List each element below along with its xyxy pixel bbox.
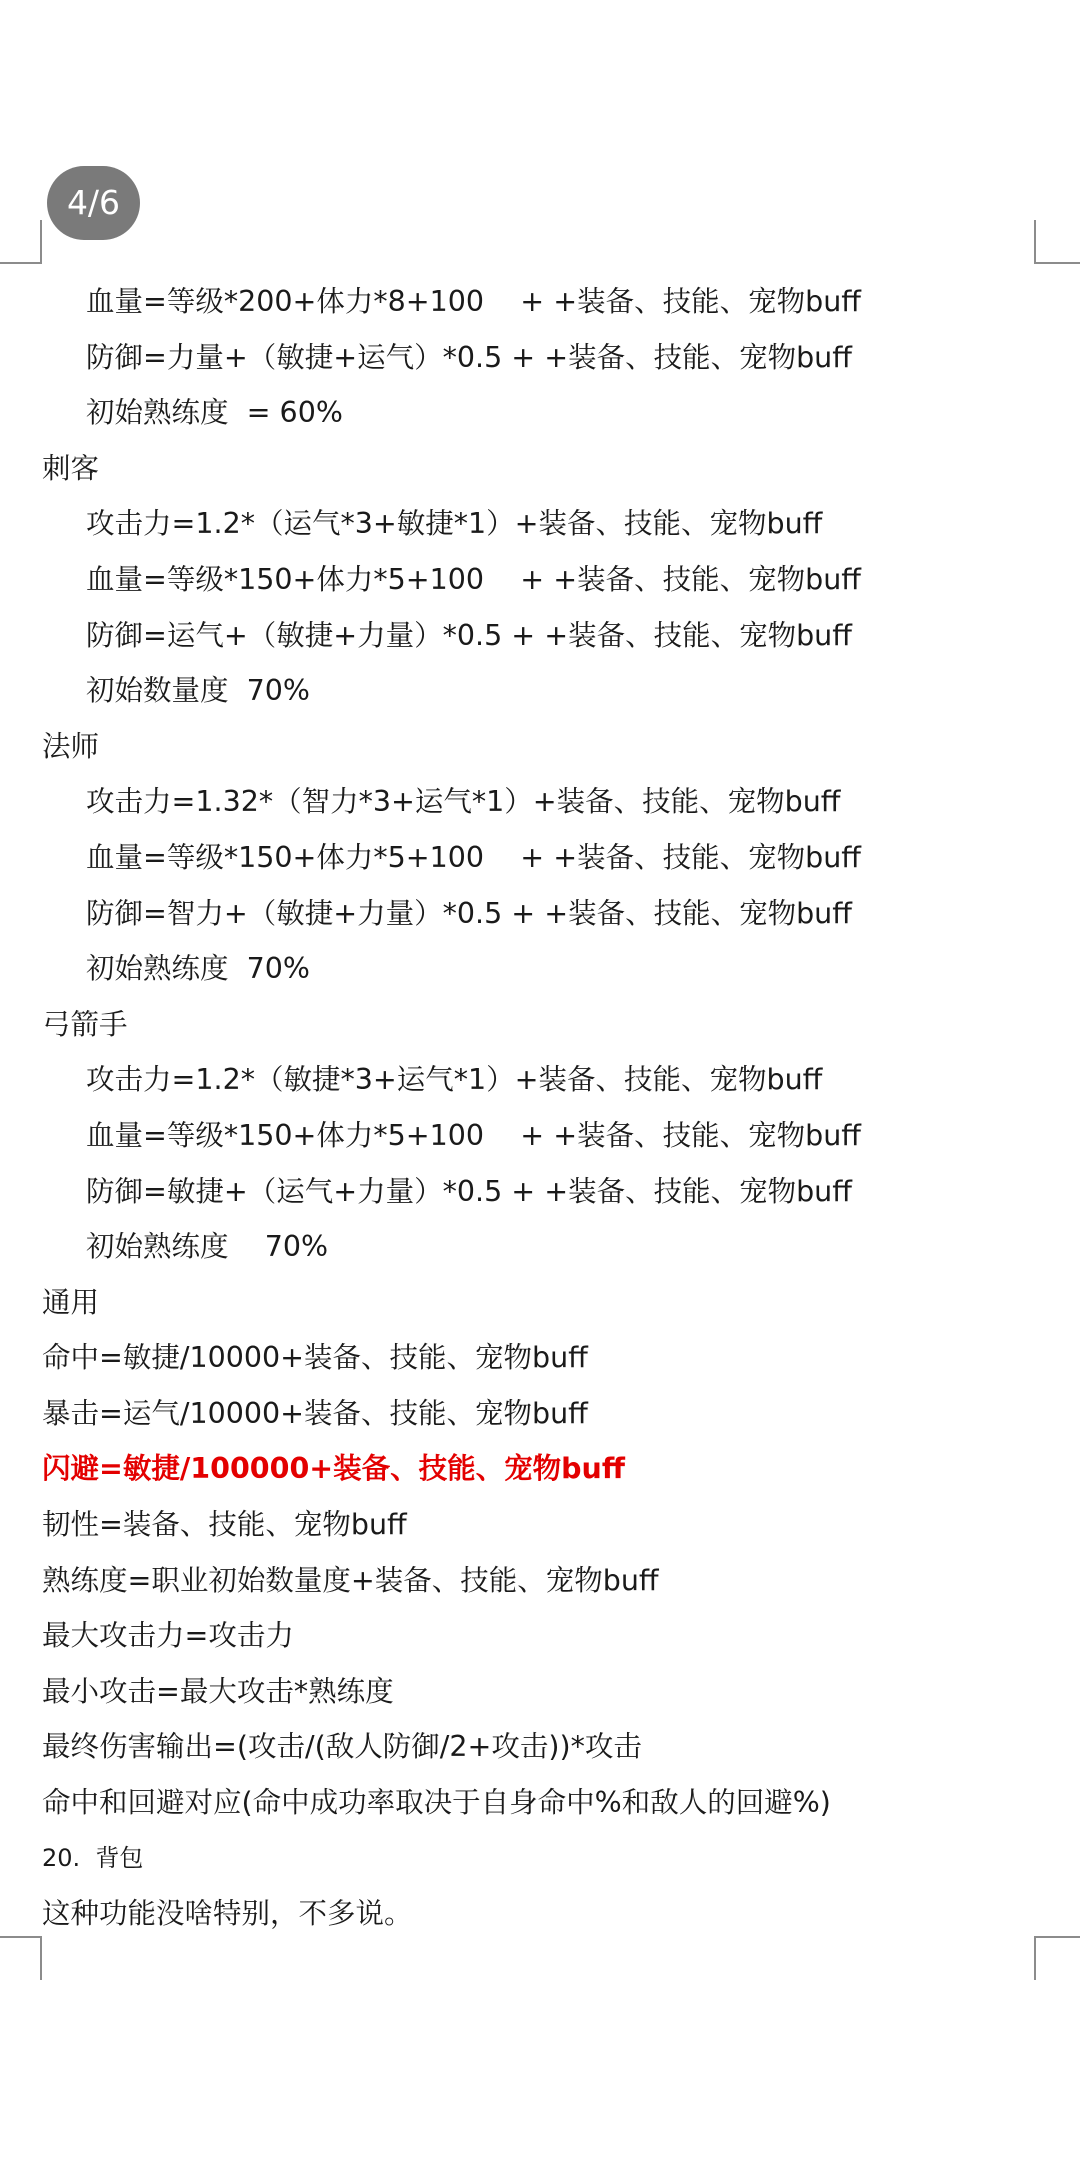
text-line: 血量=等级*150+体力*5+100 + +装备、技能、宠物buff	[86, 840, 861, 874]
crop-mark-top-left-h	[0, 262, 42, 264]
text-line: 最小攻击=最大攻击*熟练度	[42, 1674, 394, 1708]
text-line: 暴击=运气/10000+装备、技能、宠物buff	[42, 1396, 588, 1430]
text-line: 法师	[42, 729, 100, 763]
text-line: 通用	[42, 1285, 100, 1319]
text-line: 命中=敏捷/10000+装备、技能、宠物buff	[42, 1341, 588, 1375]
crop-mark-top-right-h	[1034, 262, 1080, 264]
text-line: 命中和回避对应(命中成功率取决于自身命中%和敌人的回避%)	[42, 1786, 831, 1820]
crop-mark-top-left-v	[40, 220, 42, 264]
text-line: 初始数量度 70%	[86, 674, 310, 708]
crop-mark-bottom-right-v	[1034, 1936, 1036, 1980]
text-line: 攻击力=1.2*（敏捷*3+运气*1）+装备、技能、宠物buff	[86, 1063, 823, 1097]
text-line: 刺客	[42, 451, 100, 485]
text-line: 最大攻击力=攻击力	[42, 1619, 294, 1653]
highlighted-text-line: 闪避=敏捷/100000+装备、技能、宠物buff	[42, 1452, 625, 1486]
text-line: 初始熟练度 = 60%	[86, 396, 343, 430]
text-line: 防御=力量+（敏捷+运气）*0.5 + +装备、技能、宠物buff	[86, 340, 852, 374]
text-line: 血量=等级*200+体力*8+100 + +装备、技能、宠物buff	[86, 285, 861, 318]
text-line: 血量=等级*150+体力*5+100 + +装备、技能、宠物buff	[86, 1118, 861, 1152]
text-line: 初始熟练度 70%	[86, 952, 310, 986]
text-line: 防御=运气+（敏捷+力量）*0.5 + +装备、技能、宠物buff	[86, 618, 852, 652]
crop-mark-bottom-left-v	[40, 1936, 42, 1980]
text-line: 最终伤害输出=(攻击/(敌人防御/2+攻击))*攻击	[42, 1730, 642, 1764]
text-line: 这种功能没啥特别，不多说。	[42, 1897, 413, 1931]
text-line: 攻击力=1.32*（智力*3+运气*1）+装备、技能、宠物buff	[86, 785, 841, 819]
document-content	[0, 274, 1080, 1942]
text-line: 20. 背包	[42, 1843, 144, 1872]
text-line: 血量=等级*150+体力*5+100 + +装备、技能、宠物buff	[86, 562, 861, 596]
crop-mark-top-right-v	[1034, 220, 1036, 264]
page-indicator-badge: 4/6	[47, 166, 140, 240]
text-line: 防御=敏捷+（运气+力量）*0.5 + +装备、技能、宠物buff	[86, 1174, 852, 1208]
text-line: 韧性=装备、技能、宠物buff	[42, 1508, 407, 1542]
text-line: 防御=智力+（敏捷+力量）*0.5 + +装备、技能、宠物buff	[86, 896, 852, 930]
text-line: 弓箭手	[42, 1007, 128, 1041]
text-line: 攻击力=1.2*（运气*3+敏捷*1）+装备、技能、宠物buff	[86, 507, 823, 541]
text-line: 熟练度=职业初始数量度+装备、技能、宠物buff	[42, 1563, 659, 1597]
text-line: 初始熟练度 70%	[86, 1230, 329, 1264]
